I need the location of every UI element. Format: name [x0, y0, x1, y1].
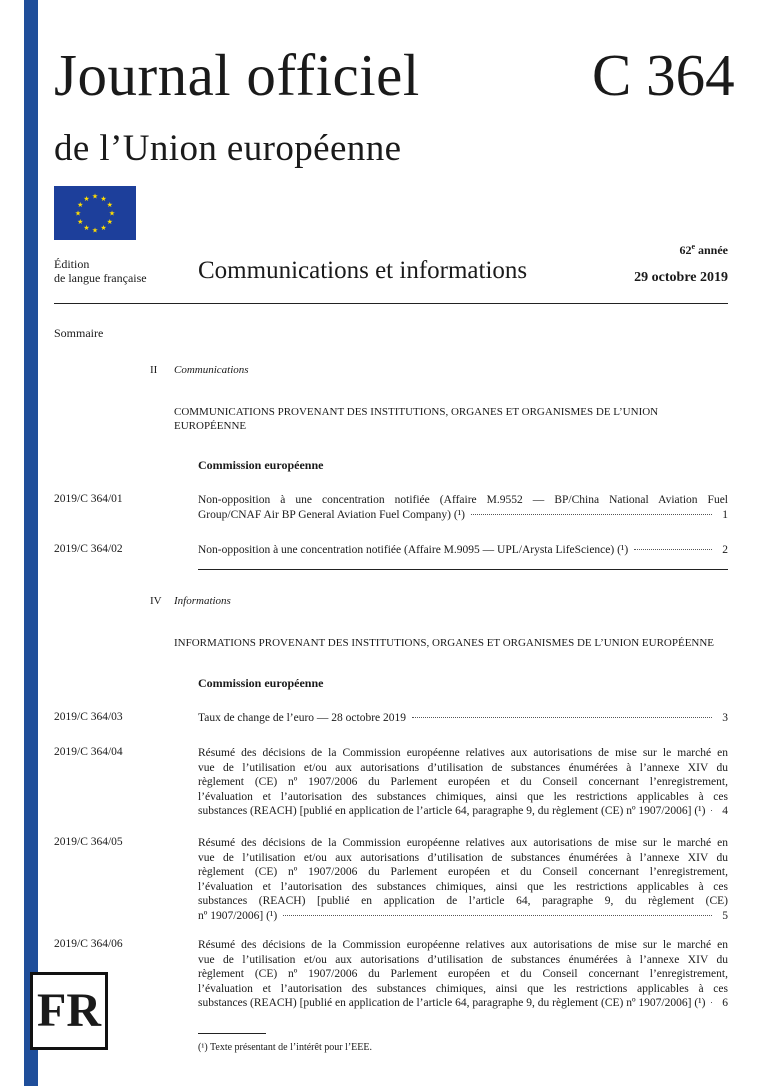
toc-entry[interactable]	[198, 711, 728, 726]
flag-star: ★	[83, 224, 90, 233]
entry-line: l’évaluation et l’autorisation des substances chimiques, ainsi que les restrictions applicables à ces	[198, 880, 728, 893]
flag-star: ★	[83, 194, 90, 203]
leader-dots	[711, 810, 712, 811]
leader-dots	[283, 915, 712, 916]
issue-number: C 364	[592, 42, 735, 108]
entry-reference: 2019/C 364/06	[54, 938, 123, 950]
entry-line: l’évaluation et l’autorisation des substances chimiques, ainsi que les restrictions applicables à ces	[198, 982, 728, 995]
entry-line: vue de l’utilisation et/ou aux autorisations d’utilisation de substances énumérées à l’annexe XIV du	[198, 851, 728, 864]
sommaire-label: Sommaire	[54, 326, 104, 340]
flag-star: ★	[100, 194, 107, 203]
journal-subtitle: de l’Union européenne	[54, 128, 402, 169]
entry-line: Résumé des décisions de la Commission européenne relatives aux autorisations de mise sur le marché en	[198, 837, 728, 849]
entry-text: Non-opposition à une concentration notifiée (Affaire M.9095 — UPL/Arysta LifeScience) (¹)	[198, 544, 629, 556]
part-label: Informations	[174, 595, 231, 607]
flag-star: ★	[106, 201, 113, 209]
entry-reference: 2019/C 364/03	[54, 711, 123, 723]
page-number: 5	[722, 909, 728, 922]
entry-line: vue de l’utilisation et/ou aux autorisations d’utilisation de substances énumérées à l’annexe XIV du	[198, 953, 728, 966]
flag-star: ★	[108, 209, 116, 218]
entry-reference: 2019/C 364/04	[54, 746, 123, 758]
journal-title: Journal officiel	[54, 42, 420, 108]
body-heading: Commission européenne	[198, 458, 324, 472]
page-number: 6	[722, 997, 728, 1009]
leader-dots	[711, 1002, 712, 1003]
language-code: FR	[37, 984, 101, 1037]
entry-text: substances (REACH) [publié en application de l’article 64, paragraphe 9, du règlement (CE) nº 1907/2006] (¹)	[198, 997, 706, 1009]
entry-line: règlement (CE) nº 1907/2006 du Parlement européen et du Conseil concernant l’enregistrement,	[198, 776, 728, 788]
entry-reference: 2019/C 364/02	[54, 543, 123, 555]
year-suffix: e	[691, 242, 695, 251]
page-number: 3	[722, 712, 728, 724]
toc-entry[interactable]	[198, 746, 728, 819]
flag-star: ★	[74, 209, 82, 218]
entry-reference: 2019/C 364/05	[54, 836, 123, 848]
year-word: année	[698, 243, 728, 257]
leader-dots	[471, 514, 712, 515]
toc-entry[interactable]	[198, 836, 728, 923]
left-color-bar	[24, 0, 38, 1086]
entry-line: vue de l’utilisation et/ou aux autorisations d’utilisation de substances énumérées à l’annexe XIV du	[198, 761, 728, 774]
part-number: II	[150, 364, 158, 376]
edition-line-2: de langue française	[54, 271, 147, 285]
flag-star: ★	[77, 201, 84, 209]
entry-line: règlement (CE) nº 1907/2006 du Parlement européen et du Conseil concernant l’enregistrement,	[198, 866, 728, 878]
edition-label	[54, 257, 147, 285]
institutions-heading: COMMUNICATIONS PROVENANT DES INSTITUTIONS, ORGANES ET ORGANISMES DE L’UNION EUROPÉENNE	[174, 406, 659, 432]
part-heading	[150, 595, 231, 607]
part-divider	[198, 569, 728, 570]
entry-line: l’évaluation et l’autorisation des substances chimiques, ainsi que les restrictions applicables à ces	[198, 790, 728, 803]
toc-entry[interactable]	[198, 543, 728, 558]
section-title: Communications et informations	[198, 257, 528, 284]
year-label	[679, 242, 728, 258]
entry-last-line	[198, 711, 728, 726]
leader-dots	[634, 549, 712, 550]
flag-star: ★	[106, 218, 113, 226]
toc-entry[interactable]	[198, 938, 728, 1011]
issue-date: 29 octobre 2019	[634, 270, 728, 285]
entry-text: nº 1907/2006] (¹)	[198, 909, 278, 922]
entry-text: Group/CNAF Air BP General Aviation Fuel Company) (¹)	[198, 508, 465, 521]
header-divider	[54, 303, 728, 304]
page-number: 2	[722, 544, 728, 556]
flag-star: ★	[100, 224, 107, 233]
flag-star: ★	[91, 192, 99, 201]
language-badge	[30, 972, 108, 1050]
eu-flag-icon	[54, 186, 136, 240]
part-number: IV	[150, 595, 162, 607]
part-label: Communications	[174, 364, 249, 376]
footnote: (¹) Texte présentant de l’intérêt pour l’EEE.	[198, 1042, 372, 1053]
entry-last-line	[198, 804, 728, 819]
part-heading	[150, 364, 249, 376]
entry-line: Résumé des décisions de la Commission européenne relatives aux autorisations de mise sur le marché en	[198, 747, 728, 759]
entry-text: substances (REACH) [publié en application de l’article 64, paragraphe 9, du règlement (CE) nº 1907/2006] (¹)	[198, 805, 706, 817]
year-number: 62	[679, 243, 692, 257]
page-number: 1	[722, 508, 728, 521]
page-number: 4	[722, 805, 728, 817]
leader-dots	[412, 717, 712, 718]
entry-line: substances (REACH) [publié en application de l’article 64, paragraphe 9, du règlement (CE)	[198, 895, 728, 907]
footnote-divider	[198, 1033, 266, 1034]
eu-flag-stars	[54, 186, 136, 240]
institutions-heading: INFORMATIONS PROVENANT DES INSTITUTIONS, ORGANES ET ORGANISMES DE L’UNION EUROPÉENNE	[174, 637, 715, 649]
flag-star: ★	[77, 218, 84, 226]
entry-line: règlement (CE) nº 1907/2006 du Parlement européen et du Conseil concernant l’enregistrement,	[198, 968, 728, 980]
entry-last-line	[198, 543, 728, 558]
entry-last-line	[198, 508, 728, 523]
entry-reference: 2019/C 364/01	[54, 493, 123, 505]
toc-entry[interactable]	[198, 493, 728, 522]
entry-last-line	[198, 909, 728, 924]
entry-text: Taux de change de l’euro — 28 octobre 2019	[198, 712, 407, 724]
entry-last-line	[198, 996, 728, 1011]
edition-line-1: Édition	[54, 257, 90, 271]
entry-line: Non-opposition à une concentration notifiée (Affaire M.9552 — BP/China National Aviation Fuel	[198, 494, 728, 506]
entry-line: Résumé des décisions de la Commission européenne relatives aux autorisations de mise sur le marché en	[198, 939, 728, 951]
flag-star: ★	[91, 226, 99, 235]
body-heading: Commission européenne	[198, 676, 324, 690]
